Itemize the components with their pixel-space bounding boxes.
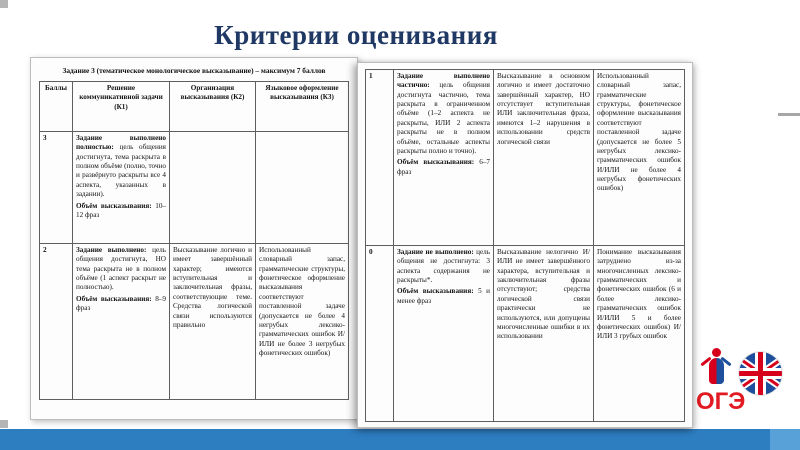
k1-cell bbox=[73, 243, 170, 399]
header-k2: Организация высказывания (К2) bbox=[170, 81, 256, 131]
cell-lead: Задание не выполнено: bbox=[397, 248, 474, 256]
oge-person-icon bbox=[702, 348, 730, 388]
criteria-table-left bbox=[39, 81, 349, 400]
cell-lead: Задание выполнено полностью: bbox=[76, 133, 166, 152]
volume-line: Объём высказывания: 8–9 фраз bbox=[76, 294, 166, 313]
k2-cell-empty bbox=[170, 131, 256, 243]
slide-corner-mark-top bbox=[0, 0, 8, 8]
header-k1: Решение коммуникативной задачи (К1) bbox=[73, 81, 170, 131]
volume-line: Объём высказывания: 10–12 фраз bbox=[76, 201, 166, 219]
k1-cell bbox=[394, 70, 494, 246]
cell-body: цель общения достигнута частично, тема раскрыта в ограниченном объёме (1–2 аспекта не раскрыты, ИЛИ 2 аспекта раскрыты не в полном объёме, остальные аспекты раскрыты полно и точно). bbox=[397, 81, 490, 155]
score-cell: 0 bbox=[366, 246, 394, 422]
left-table-page bbox=[30, 57, 358, 420]
k1-cell bbox=[73, 131, 170, 243]
score-cell: 2 bbox=[40, 243, 73, 399]
page-edge-line bbox=[778, 113, 800, 116]
bottom-accent-bar bbox=[0, 429, 800, 450]
k2-cell: Высказывание нелогично И/ИЛИ не имеет завершённого характера, вступительная и заключительная фразы отсутствуют; средства логической связи практически не используются, или допущены многочисленные ошибки в их использовании bbox=[494, 246, 594, 422]
criteria-table-right bbox=[365, 69, 685, 422]
cell-body: цель общения достигнута, НО тема раскрыта не в полном объёме (1 аспект раскрыт не полностью). bbox=[76, 245, 166, 292]
slide-title: Критерии оценивания bbox=[214, 20, 498, 50]
header-k3: Языковое оформление высказывания (К3) bbox=[256, 81, 349, 131]
cell-body: цель общения достигнута, тема раскрыта в полном объёме (полно, точно и развёрнуто раскрыты все 4 аспекта, указанных в задании). bbox=[76, 143, 166, 199]
volume-line: Объём высказывания: 5 и менее фраз bbox=[397, 287, 490, 305]
header-score: Баллы bbox=[40, 81, 73, 131]
uk-flag-globe-icon bbox=[739, 352, 782, 395]
table-row-score-2 bbox=[40, 243, 349, 399]
oge-logo bbox=[694, 348, 782, 424]
oge-wordmark: ОГЭ bbox=[696, 388, 746, 415]
score-cell: 1 bbox=[366, 70, 394, 246]
volume-line: Объём высказывания: 6–7 фраз bbox=[397, 158, 490, 176]
cell-body: цель общения не достигнута: 3 аспекта содержания не раскрыты*. bbox=[397, 248, 491, 285]
k2-cell: Высказывание логично и имеет завершённый характер; имеются вступительная и заключительная фразы, соответствующие теме. Средства логической связи используются правильно bbox=[170, 243, 256, 399]
table-row-score-1 bbox=[366, 70, 685, 246]
table-row-score-0 bbox=[366, 246, 685, 422]
k3-cell-empty bbox=[256, 131, 349, 243]
score-cell: 3 bbox=[40, 131, 73, 243]
k3-cell: Использованный словарный запас, грамматические структуры, фонетическое оформление высказывания соответствуют поставленной задаче (допускается не более 5 негрубых лексико-грамматических ошибок И/ИЛИ не более 4 негрубых фонетических ошибок) bbox=[594, 70, 685, 246]
k3-cell: Использованный словарный запас, грамматические структуры, фонетическое оформление высказывания соответствуют поставленной задаче (допускается не более 4 негрубых лексико-грамматических ошибок И/ИЛИ не более 3 негрубых фонетических ошибок) bbox=[256, 243, 349, 399]
cell-lead: Задание выполнено: bbox=[76, 245, 147, 254]
k3-cell: Понимание высказывания затруднено из-за многочисленных лексико-грамматических и фонетических ошибок (6 и более лексико-грамматических ошибок И/ИЛИ 5 и более фонетических ошибок) И/ИЛИ 3 грубых ошибок bbox=[594, 246, 685, 422]
table-row-score-3 bbox=[40, 131, 349, 243]
k1-cell bbox=[394, 246, 494, 422]
k2-cell: Высказывание в основном логично и имеет достаточно завершённый характер, НО отсутствует вступительная ИЛИ заключительная фраза, имеются 1–2 нарушения в использовании средств логической связи bbox=[494, 70, 594, 246]
right-table-page bbox=[357, 62, 693, 428]
bottom-accent-bar-end bbox=[770, 429, 800, 450]
cell-lead: Задание выполнено частично: bbox=[397, 72, 490, 90]
slide-corner-mark-bottom bbox=[0, 420, 8, 428]
left-table-caption: Задание 3 (тематическое монологическое высказывание) – максимум 7 баллов bbox=[62, 66, 326, 75]
left-table-header-row bbox=[40, 81, 349, 131]
